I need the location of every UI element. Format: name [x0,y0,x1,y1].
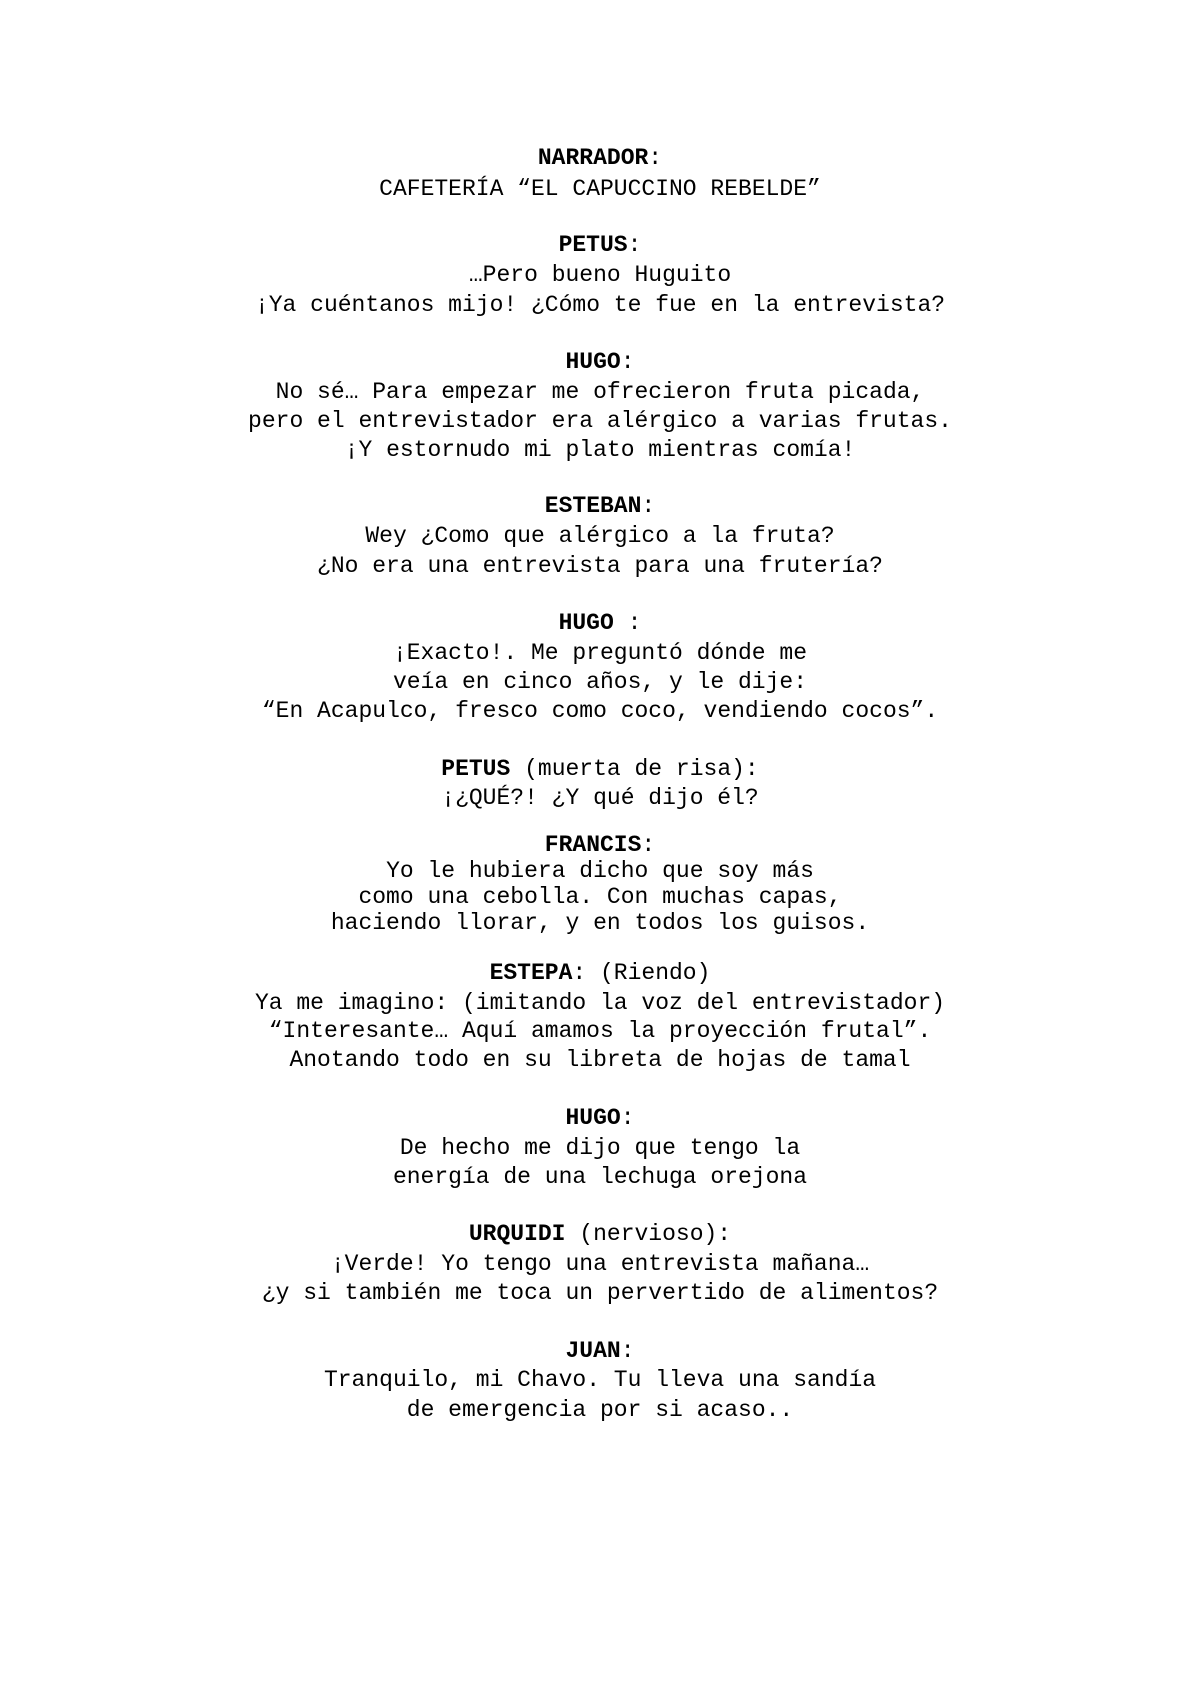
speaker-direction: : [620,1105,635,1131]
speaker-name: PETUS [558,232,628,258]
dialogue-line: Tranquilo, mi Chavo. Tu lleva una sandía [323,1367,877,1393]
speaker-cue [0,754,1200,784]
dialogue-line: ¡Y estornudo mi plato mientras comía! [344,437,856,463]
speaker-direction: : [620,349,635,375]
speaker-name: URQUIDI [468,1221,566,1247]
dialogue-line: Wey ¿Como que alérgico a la fruta? [365,523,835,549]
speaker-name: NARRADOR [537,145,649,171]
dialogue-line: ¡Verde! Yo tengo una entrevista mañana… [330,1251,870,1277]
speaker-name: HUGO [558,610,614,636]
speaker-name: FRANCIS [544,832,642,858]
dialogue-line: ¿y si también me toca un pervertido de alimentos? [261,1280,939,1306]
dialogue-line: ¡Ya cuéntanos mijo! ¿Cómo te fue en la entrevista? [254,292,946,318]
speaker-name: HUGO [565,349,621,375]
speaker-direction: : [641,832,656,858]
dialogue-line: …Pero bueno Huguito [468,262,732,288]
speaker-cue [0,230,1200,260]
speaker-cue [0,1219,1200,1249]
speaker-cue [0,958,1200,988]
speaker-direction: : (Riendo) [572,960,711,986]
speaker-direction: : [613,610,642,636]
speaker-cue [0,347,1200,377]
dialogue-line: de emergencia por si acaso.. [406,1397,794,1423]
dialogue-line: ¡Exacto!. Me preguntó dónde me [392,640,808,666]
speaker-cue [0,1336,1200,1366]
speaker-direction: : [620,1338,635,1364]
dialogue-line: ¡¿QUÉ?! ¿Y qué dijo él? [441,785,759,811]
dialogue-line: como una cebolla. Con muchas capas, [358,884,842,910]
speaker-name: ESTEPA [489,960,573,986]
speaker-direction: : [627,232,642,258]
dialogue-line: Yo le hubiera dicho que soy más [386,858,814,884]
dialogue-line: pero el entrevistador era alérgico a varias frutas. [248,408,952,434]
dialogue-line: haciendo llorar, y en todos los guisos. [330,910,870,936]
speaker-name: PETUS [441,756,511,782]
dialogue-line: Anotando todo en su libreta de hojas de tamal [289,1047,911,1073]
speaker-direction: : [641,493,656,519]
speaker-name: ESTEBAN [544,493,642,519]
dialogue-line: energía de una lechuga orejona [392,1164,808,1190]
speaker-cue [0,491,1200,521]
speaker-direction: (nervioso): [565,1221,732,1247]
dialogue-line: “En Acapulco, fresco como coco, vendiendo cocos”. [261,698,939,724]
dialogue-line: De hecho me dijo que tengo la [399,1135,801,1161]
dialogue-line: veía en cinco años, y le dije: [392,669,808,695]
dialogue-line: CAFETERÍA “EL CAPUCCINO REBELDE” [379,176,821,202]
dialogue-line: ¿No era una entrevista para una frutería? [317,553,883,579]
dialogue-line: Ya me imagino: (imitando la voz del entrevistador) [254,990,946,1016]
dialogue-line: No sé… Para empezar me ofrecieron fruta picada, [275,379,925,405]
speaker-direction: (muerta de risa): [510,756,759,782]
dialogue-line: “Interesante… Aquí amamos la proyección frutal”. [268,1018,932,1044]
speaker-name: HUGO [565,1105,621,1131]
speaker-name: JUAN [565,1338,621,1364]
speaker-cue [0,143,1200,173]
speaker-direction: : [648,145,663,171]
speaker-cue [0,1103,1200,1133]
speaker-cue [0,608,1200,638]
